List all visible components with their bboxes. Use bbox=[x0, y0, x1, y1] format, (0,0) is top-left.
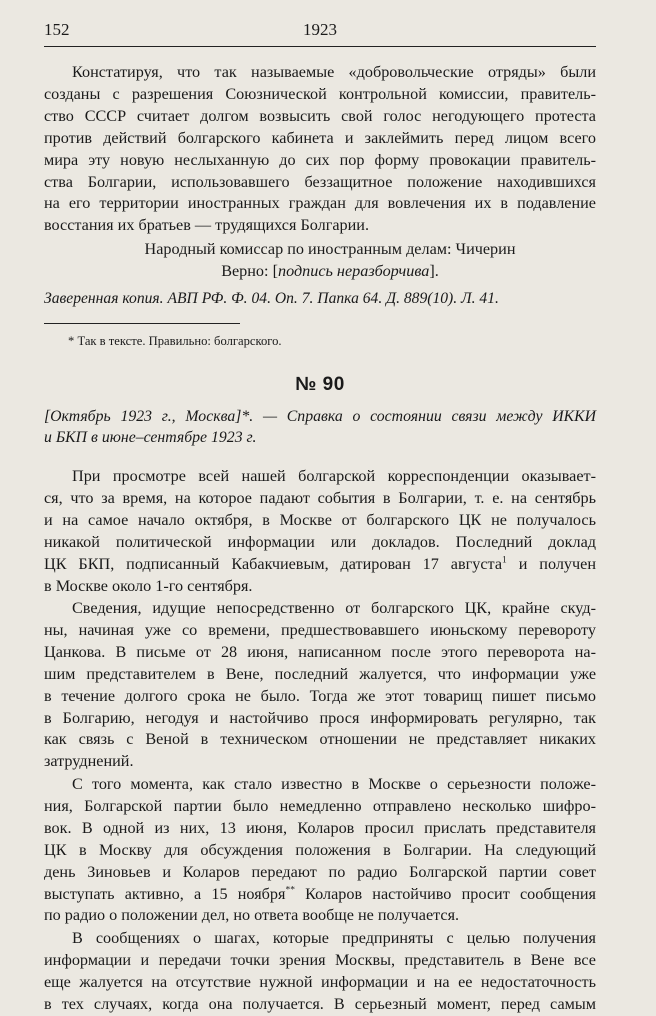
text-line: по радио о положении дел, но ответа вообще не получается. bbox=[44, 906, 460, 925]
verification-line bbox=[64, 260, 596, 282]
text-line: и на самое начало октября, в Москве от болгарского ЦК не получалось bbox=[44, 510, 596, 529]
text-line: восстания их братьев — трудящихся Болгарии. bbox=[44, 216, 370, 235]
verno-close: ]. bbox=[429, 262, 439, 280]
page-number: 152 bbox=[44, 20, 70, 39]
text-line: Констатируя, что так называемые «добровольческие отряды» были bbox=[72, 63, 596, 81]
paragraph-3 bbox=[44, 774, 596, 927]
text-line bbox=[44, 884, 596, 906]
text-fragment: ЦК БКП, подписанный Кабакчиевым, датирован 17 августа bbox=[44, 554, 503, 573]
text-line: ния, Болгарской партии было немедленно отправлено несколько шифро- bbox=[44, 796, 596, 815]
text-line: ЦК в Москву для обсуждения положения в Болгарии. На следующий bbox=[44, 840, 596, 859]
text-line: в тех случаях, когда она получается. В серьезный момент, перед самым bbox=[44, 994, 596, 1013]
archive-reference: Заверенная копия. АВП РФ. Ф. 04. Оп. 7. Папка 64. Д. 889(10). Л. 41. bbox=[44, 290, 499, 307]
text-fragment: выступать активно, а 15 ноября bbox=[44, 884, 286, 903]
verno-label: Верно: [ bbox=[221, 262, 278, 280]
footnote: * Так в тексте. Правильно: болгарского. bbox=[68, 334, 282, 348]
text-line: Цанкова. В письме от 28 июня, написанном после этого переворота на- bbox=[44, 642, 596, 661]
running-header bbox=[44, 18, 596, 47]
footnote-mark: 1 bbox=[502, 555, 507, 566]
signature-block bbox=[44, 238, 596, 282]
text-line: затруднений. bbox=[44, 752, 134, 771]
text-line: на его территории иностранных граждан для вовлечения их в подавление bbox=[44, 194, 596, 213]
text-line: Сведения, идущие непосредственно от болгарского ЦК, крайне скуд- bbox=[72, 599, 596, 617]
intro-paragraph bbox=[44, 62, 596, 237]
text-line: в Болгарию, негодуя и настойчиво прося информировать регулярно, так bbox=[44, 708, 596, 727]
text-line: еще жалуется на отсутствие нужной информации и на ее недостаточность bbox=[44, 972, 596, 991]
text-line bbox=[44, 554, 596, 576]
paragraph-2 bbox=[44, 598, 596, 773]
text-line: С того момента, как стало известно в Москве о серьезности положе- bbox=[72, 775, 596, 793]
text-line: мира эту новую неслыханную до сих пор форму провокации правитель- bbox=[44, 150, 596, 169]
text-line: шим представителем в Вене, последний жалуется, что информации уже bbox=[44, 664, 596, 683]
illegible-signature-note: подпись неразборчива bbox=[277, 262, 430, 280]
footnote-mark: ** bbox=[285, 885, 295, 896]
running-title-year: 1923 bbox=[303, 20, 337, 39]
text-line: При просмотре всей нашей болгарской корреспонденции оказывает- bbox=[72, 467, 596, 485]
text-line: созданы с разрешения Союзнической контрольной комиссии, правитель- bbox=[44, 84, 596, 103]
text-line: ства Болгарии, использовавшего беззащитное положение находившихся bbox=[44, 172, 596, 191]
signature-line: Народный комиссар по иностранным делам: Чичерин bbox=[144, 240, 516, 258]
text-line: вок. В одной из них, 13 июня, Коларов просил прислать представителя bbox=[44, 818, 596, 837]
document-heading bbox=[44, 406, 596, 448]
text-line: В сообщениях о шагах, которые предприняты с целью получения bbox=[72, 929, 596, 947]
text-line: день Зиновьев и Коларов передают по радио Болгарской партии совет bbox=[44, 862, 596, 881]
text-fragment: и получен bbox=[506, 554, 596, 573]
heading-line: и БКП в июне–сентябре 1923 г. bbox=[44, 429, 257, 446]
text-line: никакой политической информации или докладов. Последний доклад bbox=[44, 532, 596, 551]
text-line: против действий болгарского кабинета и заклеймить перед лицом всего bbox=[44, 128, 596, 147]
text-line: в Москве около 1-го сентября. bbox=[44, 576, 253, 595]
text-line: ны, начиная уже со времени, предшествовавшего июньскому перевороту bbox=[44, 620, 596, 639]
document-number: № 90 bbox=[295, 374, 345, 395]
text-line: как связь с Веной в техническом отношении не представляет никаких bbox=[44, 730, 596, 749]
footnote-separator bbox=[44, 323, 240, 324]
paragraph-4 bbox=[44, 928, 596, 1016]
text-line: ство СССР считает долгом возвысить свой голос негодующего протеста bbox=[44, 106, 596, 125]
text-line: в течение долгого срока не было. Тогда же этот товарищ пишет письмо bbox=[44, 686, 596, 705]
text-line: ся, что за время, на которое падают события в Болгарии, т. е. на сентябрь bbox=[44, 488, 596, 507]
paragraph-1 bbox=[44, 466, 596, 597]
text-fragment: Коларов настойчиво просит сообщения bbox=[294, 884, 597, 903]
text-line: информации и передачи точки зрения Москвы, представитель в Вене все bbox=[44, 950, 596, 969]
heading-line: [Октябрь 1923 г., Москва]*. — Справка о состоянии связи между ИККИ bbox=[44, 408, 596, 425]
